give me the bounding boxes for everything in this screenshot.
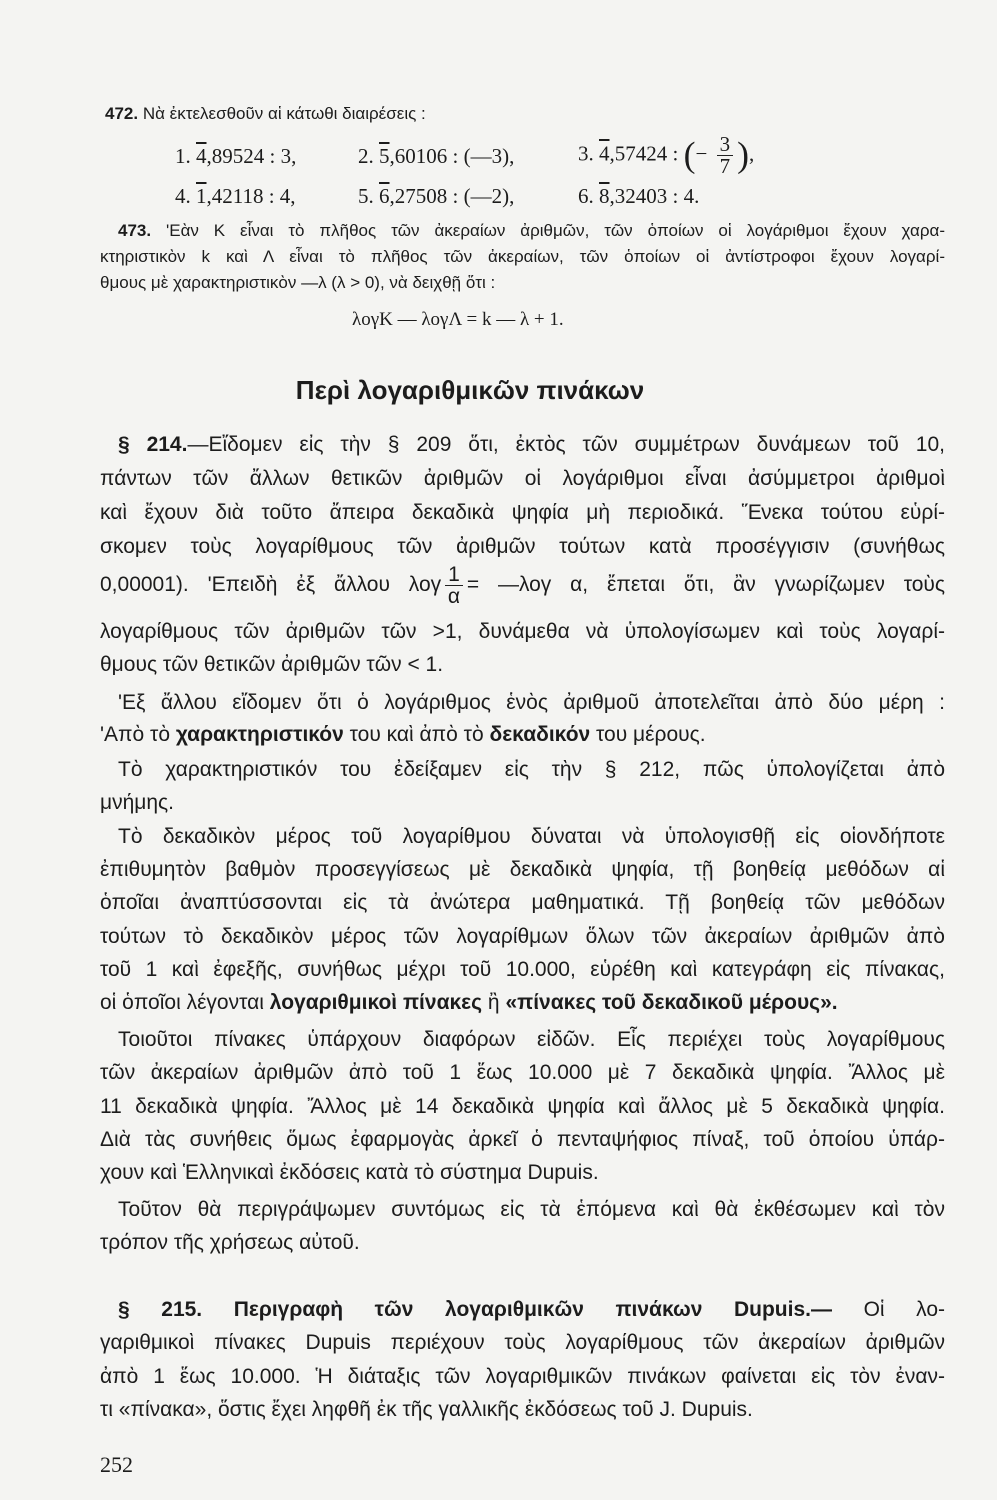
text-run: —Εἴδομεν εἰς τὴν § 209 ὅτι, ἐκτὸς τῶν συμμέτρων δυνάμεων τοῦ 10, <box>187 433 945 456</box>
body-line <box>100 1094 945 1119</box>
text-run: ὁποῖαι ἀναπτύσσονται εἰς τὰ ἀνώτερα μαθηματικά. Τῇ βοηθείᾳ τῶν μεθόδων <box>100 891 945 914</box>
text-run: 3. <box>578 141 599 166</box>
body-line <box>100 890 945 915</box>
text-run: Τοῦτον θὰ περιγράψωμεν συντόμως εἰς τὰ ἑπόμενα καὶ θὰ ἐκθέσωμεν καὶ τὸν <box>118 1198 945 1221</box>
text-run: Οἱ λο- <box>831 1298 945 1321</box>
bold-text: χαρακτηριστικόν <box>175 723 344 746</box>
exercise-line <box>100 273 495 293</box>
body-line <box>100 1160 599 1185</box>
page-number: 252 <box>100 1452 133 1477</box>
fraction <box>717 134 734 177</box>
body-line <box>100 1364 945 1389</box>
exercise-item <box>175 144 296 169</box>
body-line <box>100 1127 945 1152</box>
body-line <box>100 619 945 644</box>
text-run: Τὸ δεκαδικὸν μέρος τοῦ λογαρίθμου δύναται νὰ ὑπολογισθῇ εἰς οἱονδήποτε <box>118 825 945 848</box>
text-run: τούτων τὸ δεκαδικὸν μέρος τῶν λογαρίθμων ὅλων τῶν ἀκεραίων ἀριθμῶν ἀπὸ <box>100 925 945 948</box>
body-line <box>100 1060 945 1085</box>
exercise-item <box>175 184 296 209</box>
text-run: 2. <box>358 144 379 168</box>
bold-text: 473. <box>118 221 152 240</box>
formula: λογΚ — λογΛ = k — λ + 1. <box>352 309 564 330</box>
text-run: του μέρους. <box>590 723 706 746</box>
bold-text: § 215. Περιγραφὴ τῶν λογαριθμικῶν πινάκων Dupuis.— <box>118 1298 832 1321</box>
text-run: 11 δεκαδικὰ ψηφία. Ἄλλος μὲ 14 δεκαδικὰ ψηφία καὶ ἄλλος μὲ 5 δεκαδικὰ ψηφία. <box>100 1095 945 1118</box>
text-run: ,60106 : (—3), <box>389 144 515 168</box>
exercise-line <box>100 247 945 267</box>
body-line <box>118 690 945 715</box>
bold-text: «πίνακες τοῦ δεκαδικοῦ μέρους». <box>505 991 838 1014</box>
text-run: τοῦ 1 καὶ ἐφεξῆς, συνήθως μέχρι τοῦ 10.000, εὑρέθη καὶ κατεγράφη εἰς πίνακας, <box>100 958 945 981</box>
body-line <box>100 1230 360 1255</box>
characteristic-digit: 4 <box>599 141 610 166</box>
body-line <box>118 1027 945 1052</box>
exercise-item <box>578 184 699 209</box>
text-run: ἀπὸ 1 ἕως 10.000. Ἡ διάταξις τῶν λογαριθμικῶν πινάκων φαίνεται εἰς τὸν ἐναν- <box>100 1365 945 1388</box>
text-run: 0,00001). 'Επειδὴ ἐξ ἄλλου λογ <box>100 573 442 597</box>
text-run: ἢ <box>482 991 506 1014</box>
body-line <box>100 1330 945 1355</box>
text-run: σκομεν τοὺς λογαρίθμους τῶν ἀριθμῶν τούτων κατὰ προσέγγισιν (συνήθως <box>100 535 945 558</box>
exercise-line <box>118 221 945 241</box>
text-run: 'Εξ ἄλλου εἴδομεν ὅτι ὁ λογάριθμος ἑνὸς ἀριθμοῦ ἀποτελεῖται ἀπὸ δύο μέρη : <box>118 691 945 714</box>
parenthesis: ( <box>683 134 696 175</box>
characteristic-digit: 5 <box>379 144 390 168</box>
fraction-denominator: 7 <box>719 154 731 178</box>
text-run: τρόπον τῆς χρήσεως αὐτοῦ. <box>100 1231 360 1254</box>
text-run: του καὶ ἀπὸ τὸ <box>343 723 490 746</box>
text-run: Τοιοῦτοι πίνακες ὑπάρχουν διαφόρων εἰδῶν. Εἷς περιέχει τοὺς λογαρίθμους <box>118 1028 945 1051</box>
text-run: θμους μὲ χαρακτηριστικὸν —λ (λ > 0), νὰ δειχθῇ ὅτι : <box>100 273 496 292</box>
body-line <box>100 564 945 607</box>
body-line <box>100 652 443 677</box>
bold-text: § 214. <box>118 433 188 456</box>
body-line <box>118 432 945 457</box>
exercise-intro <box>105 104 426 124</box>
body-line <box>118 1297 945 1322</box>
fraction-numerator: 1 <box>445 564 463 586</box>
characteristic-digit: 8 <box>599 184 610 208</box>
body-line <box>100 990 838 1015</box>
characteristic-digit: 1 <box>196 184 207 208</box>
body-line <box>118 757 945 782</box>
text-run: κτηριστικὸν k καὶ Λ εἶναι τὸ πλῆθος τῶν ἀκεραίων, τῶν ὁποίων οἱ ἀντίστροφοι ἔχουν λογαρί- <box>100 247 945 266</box>
body-line <box>100 790 174 815</box>
text-run: οἱ ὁποῖοι λέγονται <box>100 991 270 1014</box>
text-run: = —λογ α, ἔπεται ὅτι, ἂν γνωρίζωμεν τοὺς <box>466 573 945 597</box>
parenthesis: ) <box>737 134 749 175</box>
text-run: 'Εὰν Κ εἶναι τὸ πλῆθος τῶν ἀκεραίων ἀριθμῶν, τῶν ὁποίων οἱ λογάριθμοι ἔχουν χαρα- <box>151 221 945 240</box>
body-line <box>118 1197 945 1222</box>
text-run: 'Απὸ τὸ <box>100 723 176 746</box>
characteristic-digit: 6 <box>379 184 390 208</box>
text-run: ἐπιθυμητὸν βαθμὸν προσεγγίσεως μὲ δεκαδικὰ ψηφία, τῇ βοηθείᾳ μεθόδων αἱ <box>100 858 945 881</box>
text-run: − <box>695 141 713 166</box>
exercise-item <box>358 184 514 209</box>
body-line <box>118 824 945 849</box>
bold-text: λογαριθμικοὶ πίνακες <box>269 991 483 1014</box>
text-run: ,57424 : <box>609 141 684 166</box>
text-run: ,89524 : 3, <box>206 144 297 168</box>
text-run: 6. <box>578 184 599 208</box>
body-line <box>100 857 945 882</box>
exercise-item <box>578 134 754 177</box>
text-run: θμους τῶν θετικῶν ἀριθμῶν τῶν < 1. <box>100 653 444 676</box>
text-run: ,42118 : 4, <box>206 184 296 208</box>
body-line <box>100 722 706 747</box>
body-line <box>100 534 945 559</box>
text-run: 5. <box>358 184 379 208</box>
body-line <box>100 500 945 525</box>
text-run: λογαρίθμους τῶν ἀριθμῶν τῶν >1, δυνάμεθα νὰ ὑπολογίσωμεν καὶ τοὺς λογαρί- <box>100 620 945 643</box>
text-run: πάντων τῶν ἄλλων θετικῶν ἀριθμῶν οἱ λογάριθμοι εἶναι ἀσύμμετροι ἀριθμοὶ <box>100 467 945 490</box>
fraction-numerator: 3 <box>717 134 734 156</box>
text-run: 1. <box>175 144 196 168</box>
text-run: ,27508 : (—2), <box>389 184 515 208</box>
characteristic-digit: 4 <box>196 144 207 168</box>
fraction-denominator: α <box>447 585 461 608</box>
text-run: , <box>748 141 755 166</box>
text-run: ,32403 : 4. <box>609 184 700 208</box>
body-line <box>100 466 945 491</box>
text-run: καὶ ἔχουν διὰ τοῦτο ἄπειρα δεκαδικὰ ψηφία μὴ περιοδικά. Ἕνεκα τούτου εὑρί- <box>100 501 945 524</box>
body-line <box>100 924 945 949</box>
section-heading: Περὶ λογαριθμικῶν πινάκων <box>295 375 645 405</box>
bold-text: δεκαδικόν <box>489 723 591 746</box>
bold-text: 472. <box>105 104 139 123</box>
text-run: γαριθμικοὶ πίνακες Dupuis περιέχουν τοὺς λογαρίθμους τῶν ἀκεραίων ἀριθμῶν <box>100 1331 945 1354</box>
text-run: χουν καὶ Ἑλληνικαὶ ἐκδόσεις κατὰ τὸ σύστημα Dupuis. <box>100 1161 599 1184</box>
text-run: τῶν ἀκεραίων ἀριθμῶν ἀπὸ τοῦ 1 ἕως 10.000 μὲ 7 δεκαδικὰ ψηφία. Ἄλλος μὲ <box>100 1061 945 1084</box>
text-run: Διὰ τὰς συνήθεις ὅμως ἐφαρμογὰς ἀρκεῖ ὁ πενταψήφιος πίναξ, τοῦ ὁποίου ὑπάρ- <box>100 1128 945 1151</box>
text-run: Νὰ ἐκτελεσθοῦν αἱ κάτωθι διαιρέσεις : <box>138 104 426 123</box>
text-run: Τὸ χαρακτηριστικόν του ἐδείξαμεν εἰς τὴν § 212, πῶς ὑπολογίζεται ἀπὸ <box>118 758 945 781</box>
body-line <box>100 1397 753 1422</box>
text-run: τι «πίνακα», ὅστις ἔχει ληφθῆ ἐκ τῆς γαλλικῆς ἐκδόσεως τοῦ J. Dupuis. <box>100 1398 753 1421</box>
body-line <box>100 957 945 982</box>
text-run: 4. <box>175 184 196 208</box>
text-run: μνήμης. <box>100 791 175 814</box>
exercise-item <box>358 144 514 169</box>
fraction <box>445 564 463 607</box>
